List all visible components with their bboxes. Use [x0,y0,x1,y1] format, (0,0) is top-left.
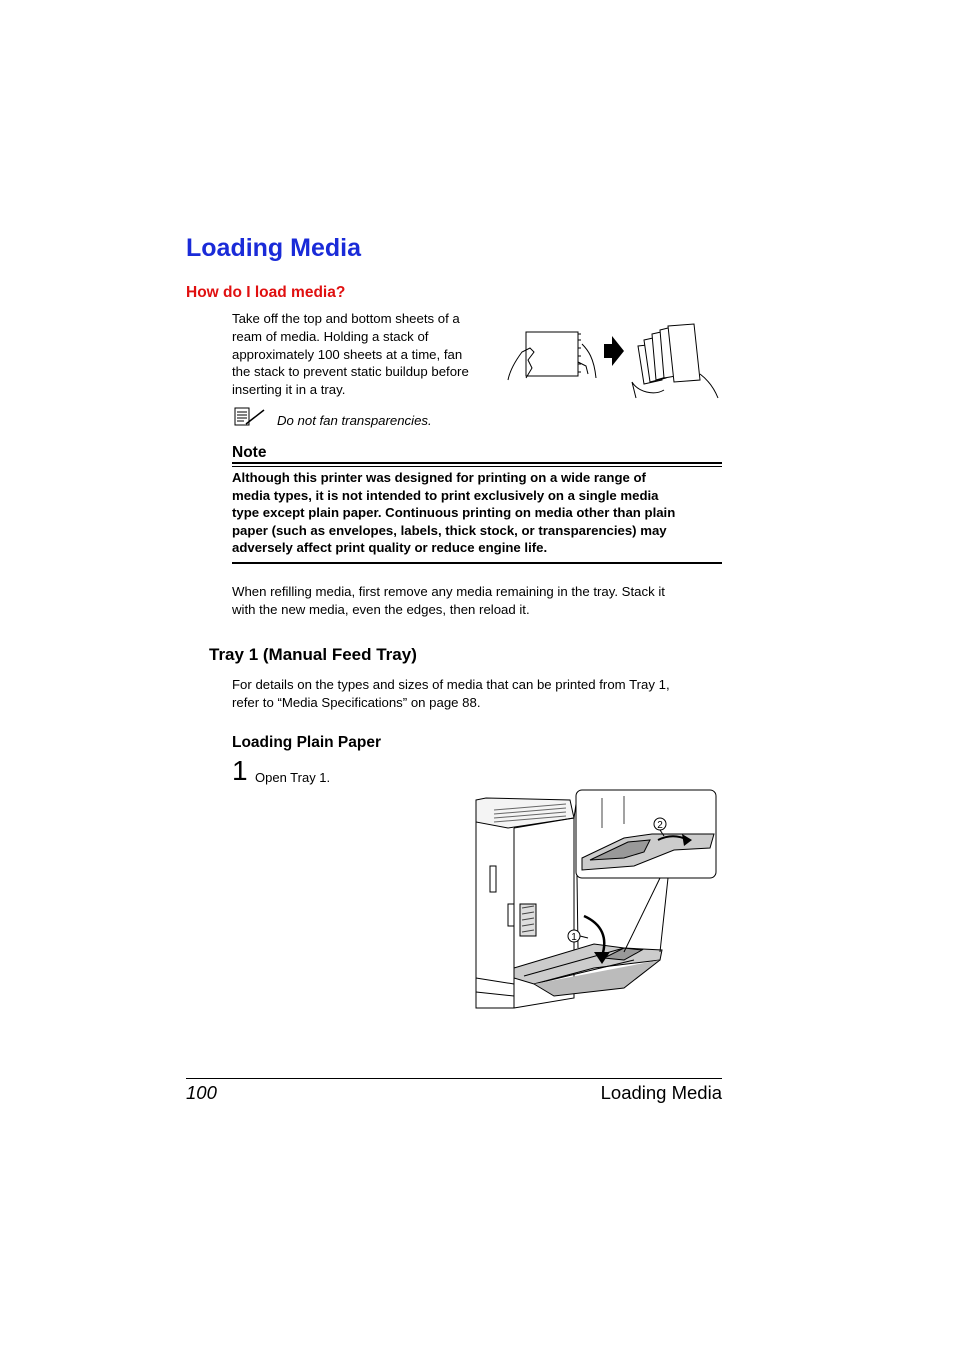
refill-line: When refilling media, first remove any media remaining in the tray. Stack it [232,584,665,599]
note-bottom-rule [232,562,722,564]
subsection-heading: Loading Plain Paper [232,734,381,751]
tip-text: Do not fan transparencies. [277,413,432,428]
intro-line: ream of media. Holding a stack of [232,328,429,344]
refill-paragraph [232,583,722,619]
printer-tray-illustration [474,788,720,1014]
section-heading: How do I load media? [186,284,346,301]
tray-details-paragraph [232,676,722,712]
note-pencil-icon [234,407,266,432]
fanned-paper-image [632,324,718,398]
note-line: media types, it is not intended to print exclusively on a single media [232,487,659,503]
callout-2-label: 2 [657,820,663,831]
step-number: 1 [232,755,248,786]
fan-paper-illustration [504,322,724,402]
tray-details-line: For details on the types and sizes of media that can be printed from Tray 1, [232,677,670,692]
note-line: Although this printer was designed for printing on a wide range of [232,470,646,485]
intro-line: inserting it in a tray. [232,382,346,398]
note-top-rule [232,462,722,464]
note-top-rule-2 [232,466,722,467]
intro-paragraph [232,310,502,399]
footer-section-title: Loading Media [600,1082,722,1103]
intro-line: the stack to prevent static buildup before [232,364,469,380]
inset-detail [576,790,716,952]
arrow-right-icon [604,336,624,366]
intro-line: approximately 100 sheets at a time, fan [232,346,463,362]
callout-1-label: 1 [571,932,577,943]
footer-rule [186,1078,722,1079]
note-line: paper (such as envelopes, labels, thick stock, or transparencies) may [232,522,667,538]
note-heading: Note [232,444,267,461]
paper-stack-image [508,332,596,380]
tray-details-line: refer to “Media Specifications” on page 88. [232,694,481,710]
page-number: 100 [186,1082,217,1103]
note-line: adversely affect print quality or reduce engine life. [232,540,548,556]
refill-line: with the new media, even the edges, then reload it. [232,601,530,617]
note-body [232,469,722,557]
intro-line: Take off the top and bottom sheets of a [232,311,460,326]
tray-heading: Tray 1 (Manual Feed Tray) [209,645,417,664]
page-title: Loading Media [186,234,361,262]
step-text: Open Tray 1. [255,770,331,785]
note-line: type except plain paper. Continuous printing on media other than plain [232,505,676,521]
